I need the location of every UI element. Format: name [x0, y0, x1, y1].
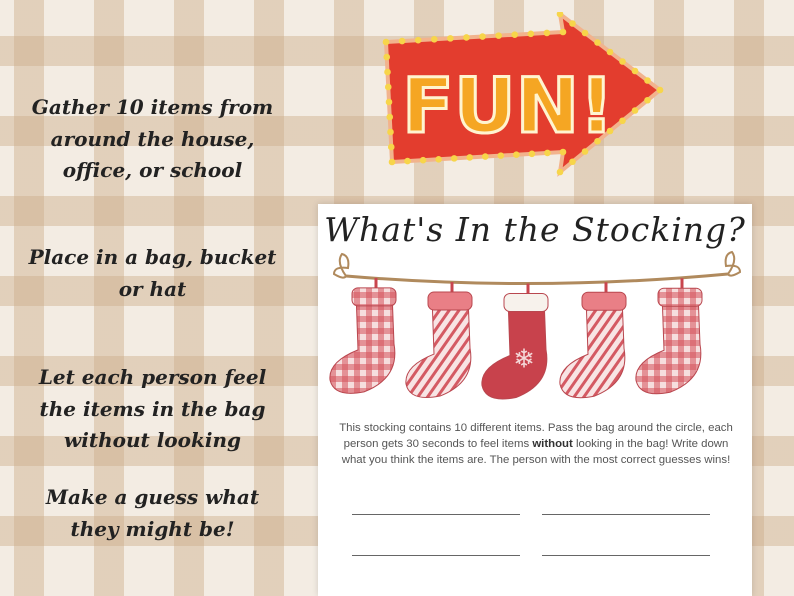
step-make-guess: Make a guess what they might be!: [45, 485, 260, 541]
marquee-bulb: [632, 107, 639, 114]
marquee-bulb: [529, 151, 536, 158]
marquee-bulb: [544, 150, 551, 157]
marquee-bulb: [404, 158, 411, 165]
answer-line[interactable]: [352, 514, 520, 515]
marquee-bulb: [383, 39, 390, 46]
marquee-bulb: [644, 77, 651, 84]
marquee-bulb: [431, 36, 438, 43]
marquee-bulb: [569, 20, 576, 27]
marquee-bulb: [594, 39, 601, 46]
marquee-bulb: [385, 84, 392, 91]
marquee-bulb: [482, 153, 489, 160]
marquee-bulb: [447, 35, 454, 42]
marquee-bulb: [582, 30, 589, 37]
marquee-bulb: [435, 156, 442, 163]
marquee-bulb: [498, 152, 505, 159]
marquee-bulb: [399, 38, 406, 45]
worksheet-card: [318, 204, 752, 596]
marquee-bulb: [389, 159, 396, 166]
answer-line[interactable]: [542, 555, 710, 556]
marquee-bulb: [384, 69, 391, 76]
marquee-bulb: [383, 54, 390, 61]
marquee-bulb: [415, 37, 422, 44]
stocking-gingham: [636, 292, 701, 394]
marquee-bulb: [632, 68, 639, 75]
fun-sign-text: FUN!: [402, 61, 614, 150]
marquee-bulb: [451, 155, 458, 162]
snowflake-icon: ❄: [513, 343, 535, 374]
marquee-bulb: [388, 144, 395, 151]
marquee-bulb: [560, 29, 567, 36]
stocking-stripes: [406, 296, 471, 398]
marquee-bulb: [495, 32, 502, 39]
stocking-garland: [318, 244, 752, 444]
marquee-bulb: [420, 157, 427, 164]
marquee-bulb: [657, 87, 664, 94]
step-place-in-bag: Place in a bag, bucket or hat: [28, 245, 277, 301]
marquee-bulb: [386, 99, 393, 106]
marquee-bulb: [463, 34, 470, 41]
marquee-bulb: [479, 33, 486, 40]
marquee-bulb: [466, 154, 473, 161]
marquee-bulb: [387, 129, 394, 136]
step-gather-items: Gather 10 items from around the house, office, or school: [31, 95, 274, 183]
marquee-bulb: [544, 30, 551, 37]
worksheet-title: What's In the Stocking?: [324, 210, 746, 249]
marquee-bulb: [386, 114, 393, 121]
marquee-bulb: [557, 169, 564, 176]
stocking-stripes: [560, 296, 625, 398]
marquee-bulb: [619, 58, 626, 65]
worksheet-description: This stocking contains 10 different items. Pass the bag around the circle, each person gets 30 seconds to feel items without looking in the bag! Write down what you think the items are. The person with the most correct guesses wins!: [339, 422, 733, 467]
answer-line[interactable]: [352, 555, 520, 556]
marquee-bulb: [607, 49, 614, 56]
stocking-gingham: [330, 292, 395, 394]
marquee-bulb: [513, 151, 520, 158]
marquee-bulb: [644, 97, 651, 104]
marquee-bulb: [569, 158, 576, 165]
marquee-bulb: [619, 117, 626, 124]
fun-arrow-sign: [378, 12, 668, 182]
marquee-bulb: [528, 31, 535, 38]
answer-line[interactable]: [542, 514, 710, 515]
step-feel-items: Let each person feel the items in the bag without looking: [38, 365, 267, 453]
marquee-bulb: [511, 31, 518, 38]
